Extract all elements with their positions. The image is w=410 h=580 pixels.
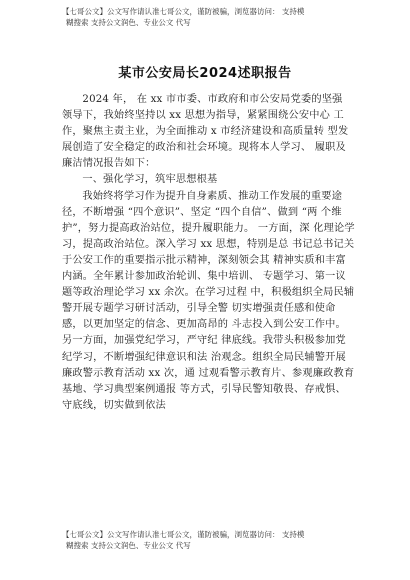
footer-banner-line-2: 糊搜索 支持公文润色、专业公文 代写 (66, 541, 191, 550)
footer-banner (62, 529, 362, 551)
header-banner (62, 6, 362, 28)
intro-paragraph: 2024 年， 在 xx 市市委、市政府和市公安局党委的坚强 领导下，我始终坚持以 xx 思想为指导，紧紧围绕公安中心 工作，聚焦主责主业，为全面推动 x 市经济建设和高质量转 型发展创造了安全稳定的政治和社会环境。现将本人学习、 履职及廉洁情况报告如下： (62, 94, 349, 170)
section-heading: 一、强化学习，筑牢思想根基 (82, 174, 218, 186)
document-title: 某市公安局长2024述职报告 (118, 66, 292, 81)
document-body (62, 92, 356, 414)
header-banner-line-2: 糊搜索 支持公文润色、专业公文 代写 (66, 18, 191, 27)
footer-banner-line-1: 【七哥公文】公文写作请认准七哥公文，谨防被骗，浏览器访问： 支持模 (62, 530, 305, 539)
body-paragraph: 我始终将学习作为提升自身素质、推动工作发展的重要途径，不断增强 “四个意识”、坚定 “四个自信”、做到 “两 个维护”，努力提高政治站位，提升履职能力。 一方面，深 化理论学习，提高政治站位。深入学习 xx 思想，特别是总 书记总书记关于公安工作的重要指示批示精神，深刻领会其 精神实质和丰富内涵。全年累计参加政治轮训、集中培训、 专题学习、第一议题等政治理论学习 xx 余次。在学习过程 中，积极组织全局民辅警开展专题学习研讨活动，引导全警 切实增强责任感和使命感，以更加坚定的信念、更加高昂的 斗志投入到公安工作中。另一方面，加强党纪学习，严守纪 律底线。我带头积极参加党纪学习，不断增强纪律意识和法 治观念。组织全局民辅警开展廉政警示教育活动 xx 次，通 过观看警示教育片、参观廉政教育基地、学习典型案例通报 等方式，引导民警知敬畏、存戒惧、守底线，切实做到依法 (62, 190, 355, 411)
header-banner-line-1: 【七哥公文】公文写作请认准七哥公文，谨防被骗，浏览器访问： 支持模 (62, 7, 305, 16)
